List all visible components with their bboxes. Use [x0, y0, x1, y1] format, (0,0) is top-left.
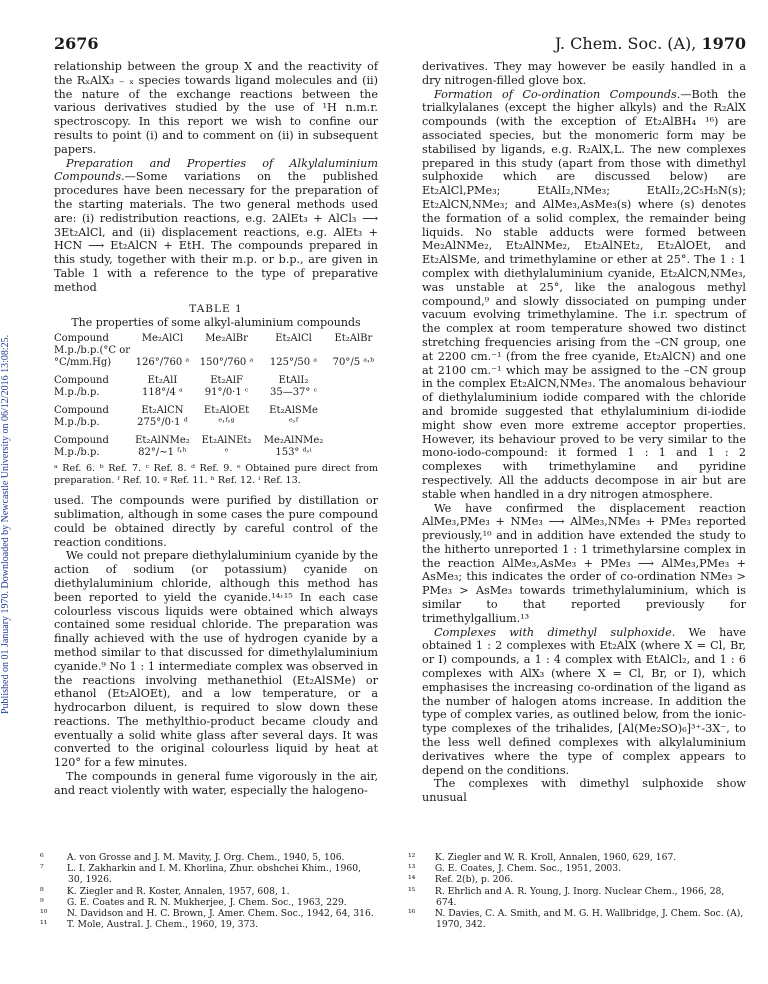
table-row	[54, 333, 378, 345]
page-number: 2676	[54, 34, 99, 53]
reference-item	[408, 885, 746, 908]
reference-item	[408, 874, 746, 886]
table-cell: ᵉ	[224, 447, 229, 459]
table-cell	[329, 345, 378, 357]
table-cell	[329, 417, 378, 429]
table-cell: M.p./b.p.	[54, 447, 100, 459]
table-cell: Me₂AlNMe₂	[263, 435, 324, 447]
table-row	[54, 405, 378, 417]
reference-text: G. E. Coates and R. N. Mukherjee, J. Chem. Soc., 1963, 229.	[66, 896, 347, 908]
table-cell: 35—37° ᶜ	[269, 387, 318, 399]
table-cell: Et₂AlOEt	[203, 405, 250, 417]
table-cell: M.p./b.p.	[54, 387, 100, 399]
reference-number: ⁸	[40, 885, 44, 897]
references-left	[40, 852, 378, 931]
paragraph: derivatives. They may however be easily handled in a dry nitrogen-filled glove box.	[422, 60, 746, 87]
reference-number: ¹²	[408, 852, 416, 863]
table-cell: 150°/760 ᵃ	[199, 357, 254, 369]
properties-table	[54, 333, 378, 459]
table-cell: Et₂AlNEt₂	[201, 435, 252, 447]
section-heading: Preparation and Properties of Alkylaluminium Compounds.	[54, 156, 378, 184]
paragraph: We have confirmed the displacement reaction AlMe₃,PMe₃ + NMe₃ ⟶ AlMe₃,NMe₃ + PMe₃ reported previously,¹⁰ and in addition have extended the study to the hitherto unreported 1 : 1 trimethylarsine complex in the reaction AlMe₃,AsMe₃ + PMe₃ ⟶ AlMe₃,PMe₃ + AsMe₃; this indicates the order of co-ordination NMe₃ > PMe₃ > AsMe₃ towards trimethylaluminium, which is similar to that reported previously for trimethylgallium.¹³	[422, 501, 746, 625]
table-cell: Me₂AlCl	[141, 333, 184, 345]
reference-item	[40, 896, 378, 908]
table-cell	[258, 345, 328, 357]
table-cell: 118°/4 ᵃ	[142, 387, 183, 399]
table-cell	[329, 375, 378, 387]
reference-item	[40, 919, 378, 931]
table-cell: Et₂AlNMe₂	[135, 435, 190, 447]
reference-number: ¹⁴	[408, 874, 416, 886]
table-row	[54, 375, 378, 387]
table-cell: Compound	[54, 405, 109, 417]
right-column	[422, 60, 746, 805]
reference-number: ⁶	[40, 852, 44, 863]
reference-item	[408, 908, 746, 931]
table-cell: ᵉ˒ᶠ	[288, 417, 299, 429]
table-title: TABLE 1	[189, 302, 243, 315]
reference-item	[40, 885, 378, 897]
reference-item	[40, 852, 378, 863]
table-row	[54, 435, 378, 447]
table-row	[54, 357, 378, 369]
table-cell	[329, 447, 378, 459]
table-cell: Et₂AlSMe	[269, 405, 318, 417]
table-cell: Compound	[54, 435, 109, 447]
table-row	[54, 447, 378, 459]
table-cell: Compound	[54, 375, 109, 387]
reference-text: R. Ehrlich and A. R. Young, J. Inorg. Nuclear Chem., 1966, 28, 674.	[434, 885, 725, 908]
table-row	[54, 387, 378, 399]
paragraph: We could not prepare diethylaluminium cyanide by the action of sodium (or potassium) cyanide on diethylaluminium chloride, although this method has been reported to yield the cyanide.¹⁴˒¹⁵ In each case colourless viscous liquids were obtained which always contained some residual chloride. The preparation was finally achieved with the use of hydrogen cyanide by a method similar to that discussed for dimethylaluminium cyanide.⁹ No 1 : 1 intermediate complex was observed in the reactions involving methanethiol (Et₂AlSMe) or ethanol (Et₂AlOEt), and a low temperature, or a hydrocarbon diluent, is required to slow down these reactions. The methylthio-product became cloudy and eventually a solid white glass after several days. It was converted to the original colourless liquid by heat at 120° for a few minutes.	[54, 549, 378, 770]
reference-text: N. Davidson and H. C. Brown, J. Amer. Chem. Soc., 1942, 64, 316.	[66, 908, 374, 920]
table-cell: EtAlI₂	[278, 375, 309, 387]
paragraph: Preparation and Properties of Alkylaluminium Compounds.—Some variations on the published procedures have been necessary for the preparation of the starting materials. The two general methods used are: (i) redistribution reactions, e.g. 2AlEt₃ + AlCl₃ ⟶ 3Et₂AlCl, and (ii) displacement reactions, e.g. AlEt₃ + HCN ⟶ Et₂AlCN + EtH. The compounds prepared in this study, together with their m.p. or b.p., are given in Table 1 with a reference to the type of preparative method	[54, 156, 378, 294]
reference-number: ¹¹	[40, 919, 48, 931]
table-footnotes: ᵃ Ref. 6. ᵇ Ref. 7. ᶜ Ref. 8. ᵈ Ref. 9. ᵉ Obtained pure direct from preparation. ᶠ Ref. 10. ᵍ Ref. 11. ʰ Ref. 12. ⁱ Ref. 13.	[54, 463, 378, 486]
table-cell: 153° ᵈ˒ⁱ	[275, 447, 312, 459]
table-cell: 125°/50 ᵃ	[269, 357, 318, 369]
table-cell	[130, 345, 195, 357]
reference-text: Ref. 2(b), p. 206.	[434, 874, 514, 886]
table-cell	[195, 345, 258, 357]
references-right	[408, 852, 746, 931]
table-row	[54, 417, 378, 429]
reference-number: ¹⁰	[40, 908, 48, 920]
reference-text: N. Davies, C. A. Smith, and M. G. H. Wallbridge, J. Chem. Soc. (A), 1970, 342.	[434, 908, 744, 931]
paragraph: relationship between the group X and the reactivity of the RₓAlX₃ ₋ ₓ species towards ligand molecules and (ii) the nature of the exchange reactions between the various derivatives studied by the use of ¹H n.m.r. spectroscopy. In this report we wish to confine our results to point (i) and to comment on (ii) in subsequent papers.	[54, 60, 378, 156]
paragraph: The complexes with dimethyl sulphoxide show unusual	[422, 777, 746, 805]
reference-number: ⁹	[40, 896, 44, 908]
table-cell: ᵉ˒ᶠ˒ᵍ	[218, 417, 235, 429]
reference-text: G. E. Coates, J. Chem. Soc., 1951, 2003.	[434, 863, 622, 875]
reference-text: T. Mole, Austral. J. Chem., 1960, 19, 373.	[66, 919, 259, 931]
reference-number: ⁷	[40, 863, 44, 875]
reference-text: K. Ziegler and R. Koster, Annalen, 1957, 608, 1.	[66, 885, 290, 897]
table-cell: Et₂AlCN	[141, 405, 184, 417]
reference-text: L. I. Zakharkin and I. M. Khorlina, Zhur. obshchei Khim., 1960, 30, 1926.	[66, 863, 361, 886]
journal-name: J. Chem. Soc. (A),	[554, 34, 697, 53]
table-cell	[329, 405, 378, 417]
table-cell: M.p./b.p.	[54, 417, 100, 429]
table-cell: Me₂AlBr	[205, 333, 248, 345]
reference-item	[408, 852, 746, 863]
download-watermark[interactable]: Published on 01 January 1970. Downloaded by Newcastle University on 06/12/2016 13:08:25.	[0, 334, 11, 714]
table-row	[54, 345, 378, 357]
reference-text: A. von Grosse and J. M. Mavity, J. Org. Chem., 1940, 5, 106.	[66, 852, 345, 863]
table-cell: Et₂AlBr	[334, 333, 373, 345]
table-cell: Et₂AlCl	[275, 333, 312, 345]
reference-item	[40, 863, 378, 886]
table-cell	[329, 435, 378, 447]
left-column	[54, 60, 378, 798]
reference-number: ¹⁵	[408, 885, 416, 897]
section-heading: Formation of Co-ordination Compounds.	[434, 87, 681, 101]
journal-year: 1970	[701, 34, 746, 53]
section-heading: Complexes with dimethyl sulphoxide.	[434, 625, 676, 639]
paragraph: Formation of Co-ordination Compounds.—Both the trialkylalanes (except the higher alkyls) and the R₂AlX compounds (with the exception of Et₂AlBH₄ ¹⁶) are associated species, but the monomeric form may be stabilised by ligands, e.g. R₂AlX,L. The new complexes prepared in this study (apart from those with dimethyl sulphoxide which are discussed below) are Et₂AlCl,PMe₃; EtAlI₂,NMe₃; EtAlI₂,2C₅H₅N(s); Et₂AlCN,NMe₃; and AlMe₃,AsMe₃(s) where (s) denotes the formation of a solid complex, the remainder being liquids. No stable adducts were formed between Me₂AlNMe₂, Et₂AlNMe₂, Et₂AlNEt₂, Et₂AlOEt, and Et₂AlSMe, and trimethylamine or ether at 25°. The 1 : 1 complex with diethylaluminium cyanide, Et₂AlCN,NMe₃, was unstable at 25°, like the analogous methyl compound,⁹ and slowly dissociated on pumping under vacuum evolving trimethylamine. The i.r. spectrum of the complex at room temperature showed two distinct stretching frequencies arising from the –CN group, one at 2200 cm.⁻¹ (from the free cyanide, Et₂AlCN) and one at 2100 cm.⁻¹ which may be assigned to the –CN group in the complex Et₂AlCN,NMe₃. The anomalous behaviour of diethylaluminium iodide compared with the chloride and bromide suggested that ethylaluminium di-iodide might show even more extreme acceptor properties. However, its behaviour proved to be very similar to the mono-iodo-compound: it formed 1 : 1 and 1 : 2 complexes with trimethylamine and pyridine respectively. All the adducts decompose in air but are stable when handled in a dry nitrogen atmosphere.	[422, 87, 747, 501]
paragraph: Complexes with dimethyl sulphoxide. We have obtained 1 : 2 complexes with Et₂AlX (where X = Cl, Br, or I) compounds, a 1 : 4 complex with EtAlCl₂, and 1 : 6 complexes with AlX₃ (where X = Cl, Br, or I), which emphasises the increasing co-ordination of the ligand as the number of halogen atoms increase. In addition the type of complex varies, as outlined below, from the ionic-type complexes of the trihalides, [Al(Me₂SO)₆]³⁺-3X⁻, to the less well defined complexes with alkylaluminium derivatives where the type of complex appears to depend on the conditions.	[422, 625, 746, 777]
table-cell: 126°/760 ᵃ	[135, 357, 190, 369]
table-cell: °C/mm.Hg)	[54, 357, 112, 369]
reference-item	[40, 908, 378, 920]
reference-text: K. Ziegler and W. R. Kroll, Annalen, 1960, 629, 167.	[434, 852, 677, 863]
paragraph: The compounds in general fume vigorously in the air, and react violently with water, especially the halogeno-	[54, 770, 378, 797]
table-cell: M.p./b.p.(°C or	[54, 345, 131, 357]
table-cell: Et₂AlF	[210, 375, 243, 387]
table-cell: 82°/∼1 ᶠ˒ʰ	[138, 447, 187, 459]
table-cell: Et₂AlI	[147, 375, 178, 387]
table-cell: 275°/0·1 ᵈ	[137, 417, 188, 429]
table-caption: The properties of some alkyl-aluminium compounds	[71, 316, 361, 330]
reference-item	[408, 863, 746, 875]
journal-header	[500, 34, 746, 53]
table-cell: Compound	[54, 333, 109, 345]
table-cell: 70°/5 ᵃ˒ᵇ	[332, 357, 375, 369]
reference-number: ¹⁶	[408, 908, 416, 920]
reference-number: ¹³	[408, 863, 416, 875]
table-cell	[329, 387, 378, 399]
paragraph: used. The compounds were purified by distillation or sublimation, although in some cases the pure compound could be obtained directly by careful control of the reaction conditions.	[54, 494, 378, 549]
table-cell: 91°/0·1 ᶜ	[204, 387, 249, 399]
